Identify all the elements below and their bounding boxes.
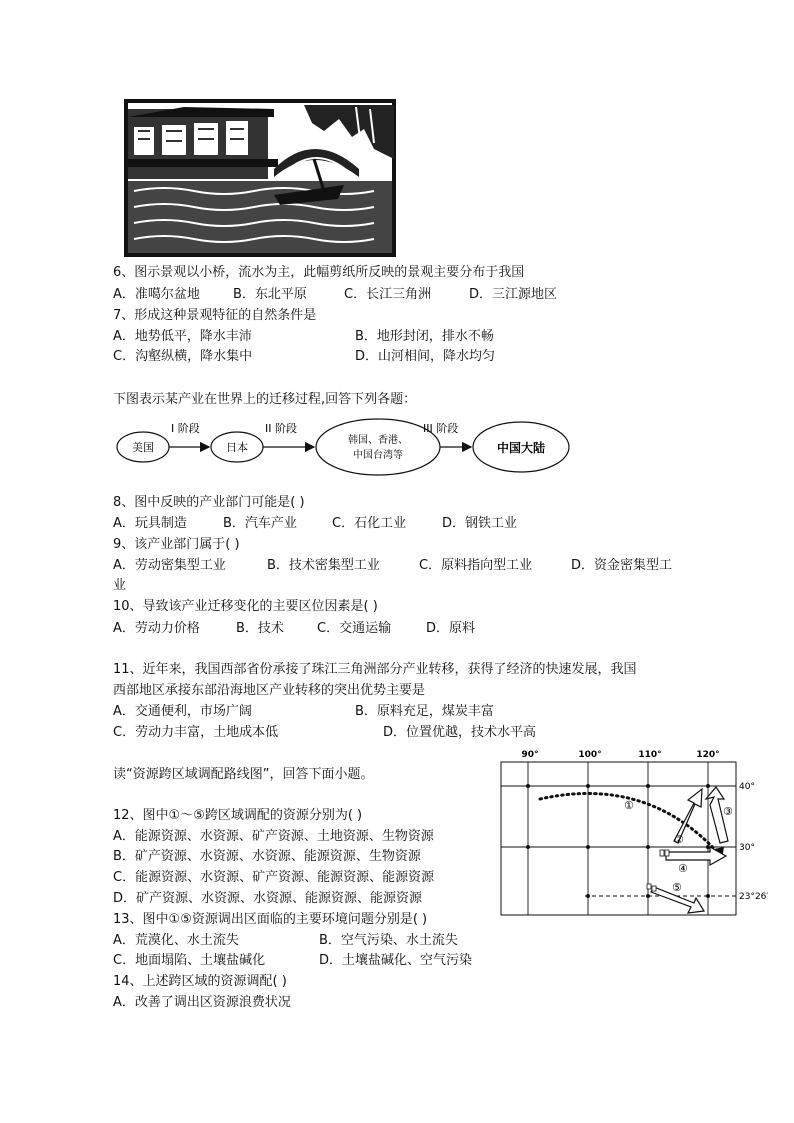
question-9-stem: 9、该产业部门属于( ) [113,537,240,552]
question-10-stem: 10、导致该产业迁移变化的主要区位因素是( ) [113,599,378,614]
question-7-options-row1 [113,328,673,345]
flow-intro-text: 下图表示某产业在世界上的迁移过程,回答下列各题： [113,392,417,407]
industry-migration-diagram [113,417,583,477]
node-korea-label-1: 韩国、香港、 [348,435,408,446]
lat-label-tropic: 23°26′ [739,892,769,902]
q10-option-d: D．原料 [426,621,476,636]
q12-option-b: B．矿产资源、水资源、水资源、能源资源、生物资源 [113,849,421,864]
question-11-options-row1 [113,703,673,720]
route-2-label: ② [674,833,684,846]
q6-option-b: B．东北平原 [233,287,307,302]
q7-option-a: A．地势低平，降水丰沛 [113,329,252,344]
q8-option-a: A．玩具制造 [113,516,187,531]
question-10-options [113,620,673,637]
q13-option-c: C．地面塌陷、土壤盐碱化 [113,953,266,968]
q12-option-a: A．能源资源、水资源、矿产资源、土地资源、生物资源 [113,829,434,844]
question-9-options [113,557,688,574]
question-14-stem: 14、上述跨区域的资源调配( ) [113,974,287,989]
q14-option-a: A．改善了调出区资源浪费状况 [113,995,291,1010]
q12-option-c: C．能源资源、水资源、矿产资源、能源资源、能源资源 [113,870,435,885]
lon-label-90: 90° [521,750,539,760]
question-13-stem: 13、图中①⑤资源调出区面临的主要环境问题分别是( ) [113,912,428,927]
q11-option-c: C．劳动力丰富，土地成本低 [113,725,279,740]
q9-option-d-wrap: 业 [113,578,127,593]
node-japan-label: 日本 [226,441,248,454]
q8-option-d: D．钢铁工业 [442,516,518,531]
node-usa-label: 美国 [132,441,154,454]
route-5-label: ⑤ [672,881,682,894]
q6-option-c: C．长江三角洲 [344,287,432,302]
resource-allocation-route-map [498,745,788,923]
question-11-stem-line2: 西部地区承接东部沿海地区产业转移的突出优势主要是 [113,683,426,698]
lon-label-100: 100° [578,750,602,760]
lon-label-120: 120° [696,750,720,760]
node-korea-ellipse [316,419,440,475]
q13-option-a: A．荒漠化、水土流失 [113,933,239,948]
stage-1-label: I 阶段 [171,422,200,435]
q6-option-a: A．准噶尔盆地 [113,287,200,302]
q8-option-c: C．石化工业 [332,516,407,531]
q8-option-b: B．汽车产业 [223,516,297,531]
q9-option-d: D．资金密集型工 [571,558,673,573]
map-intro-text: 读“资源跨区域调配路线图”，回答下面小题。 [113,767,374,782]
question-11-stem-line1: 11、近年来，我国西部省份承接了珠江三角洲部分产业转移，获得了经济的快速发展，我国 [113,662,637,677]
stage-2-label: II 阶段 [265,422,297,435]
paper-cut-water-town-image [124,99,396,257]
question-6-options [113,286,673,303]
lat-label-30: 30° [739,843,755,853]
q7-option-d: D．山河相间，降水均匀 [355,349,496,364]
q13-option-d: D．土壤盐碱化、空气污染 [319,953,473,968]
question-12-stem: 12、图中①～⑤跨区域调配的资源分别为( ) [113,808,363,823]
q10-option-b: B．技术 [236,621,284,636]
q13-option-b: B．空气污染、水土流失 [319,933,458,948]
q11-option-b: B．原料充足，煤炭丰富 [355,704,494,719]
lon-label-110: 110° [638,750,662,760]
question-11-options-row2 [113,724,673,741]
question-8-options [113,515,673,532]
question-7-options-row2 [113,348,673,365]
q11-option-d: D．位置优越，技术水平高 [383,725,537,740]
q7-option-c: C．沟壑纵横，降水集中 [113,349,253,364]
q9-option-b: B．技术密集型工业 [267,558,380,573]
question-13-options-row2 [113,952,673,969]
q9-option-c: C．原料指向型工业 [419,558,533,573]
question-13-options-row1 [113,932,673,949]
q11-option-a: A．交通便利，市场广阔 [113,704,252,719]
route-4-label: ④ [678,862,688,875]
node-korea-label-2: 中国台湾等 [353,450,403,461]
q12-option-d: D．矿产资源、水资源、水资源、能源资源、能源资源 [113,891,423,906]
question-6-stem: 6、图示景观以小桥，流水为主，此幅剪纸所反映的景观主要分布于我国 [113,265,525,280]
node-china-label: 中国大陆 [496,441,546,455]
question-8-stem: 8、图中反映的产业部门可能是( ) [113,495,305,510]
stage-3-label: III 阶段 [423,422,459,435]
q9-option-a: A．劳动密集型工业 [113,558,226,573]
lat-label-40: 40° [739,782,755,792]
q10-option-a: A．劳动力价格 [113,621,200,636]
route-1-label: ① [624,799,634,812]
question-7-stem: 7、形成这种景观特征的自然条件是 [113,308,317,323]
q10-option-c: C．交通运输 [317,621,392,636]
q6-option-d: D．三江源地区 [469,287,558,302]
q7-option-b: B．地形封闭，排水不畅 [355,329,494,344]
route-3-label: ③ [723,805,733,818]
